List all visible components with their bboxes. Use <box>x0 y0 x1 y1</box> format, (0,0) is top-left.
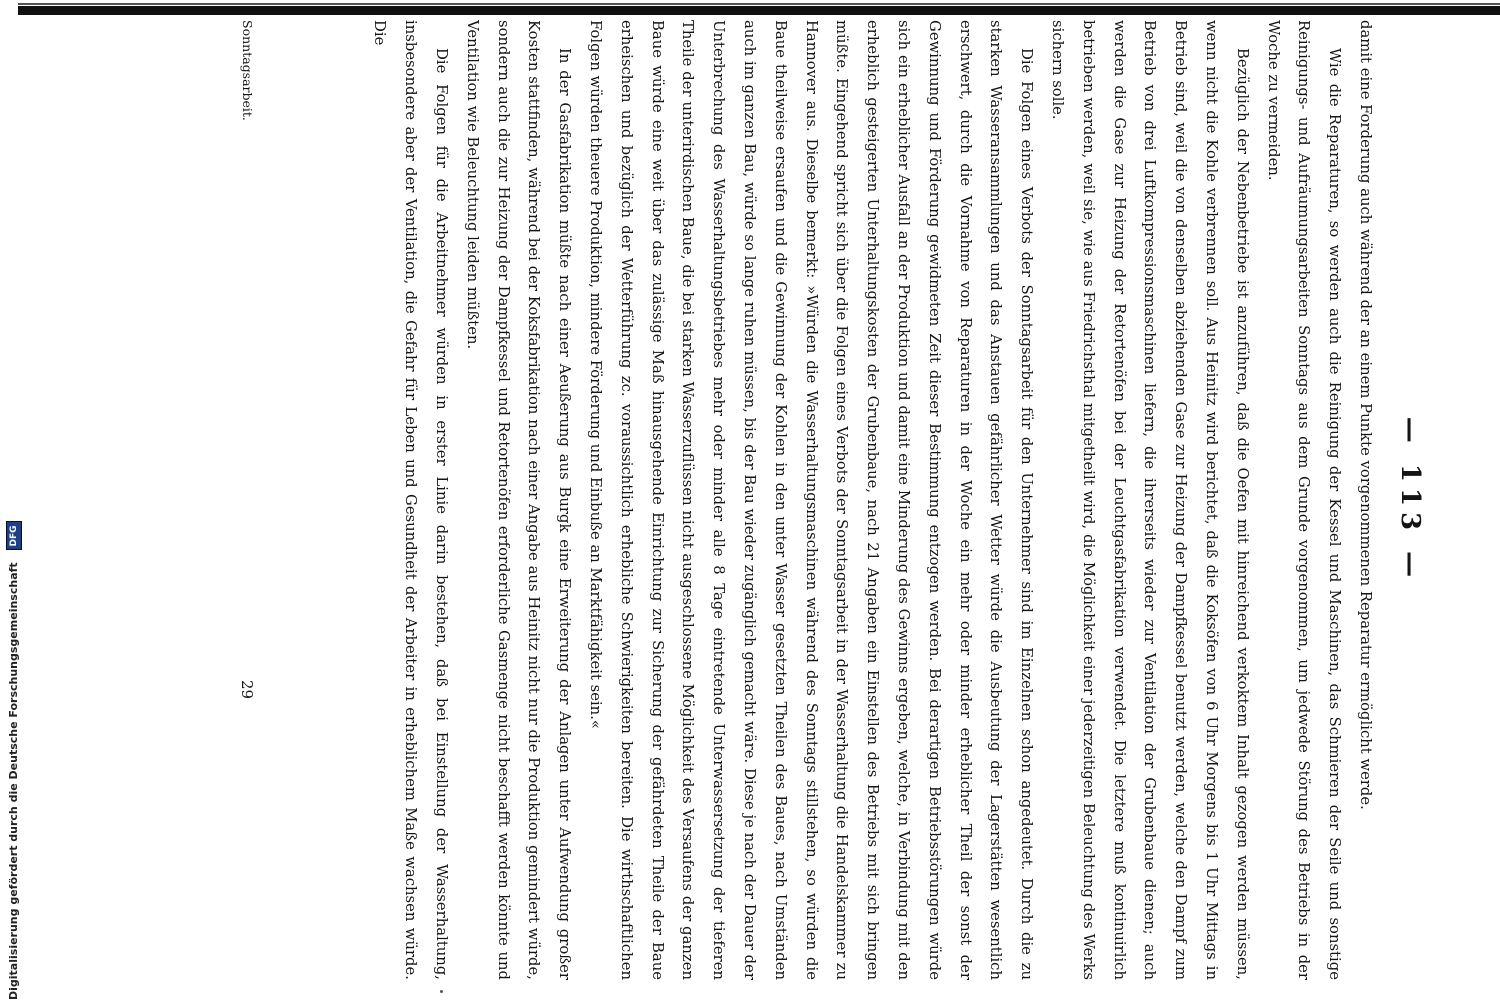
paragraph: In der Gasfabrikation müßte nach einer Aeußerung aus Burgk eine Erweiterung der Anlagen unter Aufwendung großer Kosten stattfinden, während bei der Koksfabrikation nach einer Angabe aus Heinitz nicht nur die Produktion gemindert würde, sondern auch die zur Heizung der Dampfkessel und Retortenöfen erforderliche Gasmenge nicht beschafft werden könnte und Ventilation wie Beleuchtung leiden müßten. <box>463 20 574 980</box>
digitization-credit <box>0 0 28 1000</box>
scan-speck <box>440 990 443 993</box>
rotated-page-content <box>130 20 1430 980</box>
page-footer <box>232 20 262 980</box>
paragraph: Bezüglich der Nebenbetriebe ist anzuführen, daß die Oefen mit hinreichend verkoktem Inhalt gezogen werden müssen, wenn nicht die Kohle verbrennen soll. Aus Heinitz wird berichtet, daß die Koksöfen von 6 Uhr Morgens bis 1 Uhr Mittags in Betrieb sind, weil die von denselben abziehenden Gase zur Heizung der Dampfkessel benutzt werden, welche den Dampf zum Betrieb von drei Luftkompressionsmaschinen liefern, die ihrerseits wieder zur Ventilation der Grubenbaue dienen; auch werden die Gase zur Heizung der Retortenöfen bei der Leuchtgasfabrikation verwendet. Die letztere muß kontinuirlich betrieben werden, weil sie, wie aus Friedrichsthal mitgetheilt wird, die Möglichkeit einer jederzeitigen Beleuchtung des Werks sichern solle. <box>1049 20 1251 980</box>
paragraph: Wie die Reparaturen, so werden auch die Reinigung der Kessel und Maschinen, das Schmieren der Seile und sonstige Reinigungs- und Aufräumungsarbeiten Sonntags aus dem Grunde vorgenommen, um jedwede Störung des Betriebs in der Woche zu vermeiden. <box>1264 20 1344 980</box>
page-edge-rule <box>18 3 1500 5</box>
paragraph: Die Folgen für die Arbeitnehmer würden in erster Linie darin bestehen, daß bei Einstellung der Wasserhaltung, insbesondere aber der Ventilation, die Gefahr für Leben und Gesundheit der Arbeiter in erheblichem Maße wachsen würde. Die <box>371 20 451 980</box>
page-edge-shadow <box>18 6 1500 15</box>
credit-text: Digitalisierung gefördert durch die Deutsche Forschungsgemeinschaft <box>7 562 20 1000</box>
paragraph: damit eine Forderung auch während der an einem Punkte vorgenommenen Reparatur ermöglicht werde. <box>1357 20 1374 810</box>
body-text <box>364 20 1380 980</box>
paragraph: Die Folgen eines Verbots der Sonntagsarbeit für den Unternehmer sind im Einzelnen schon angedeutet. Durch die zu starken Wasseransammlungen und das Anstauen gefährlicher Wetter würde die Ausbeutung der Lagerstätten wesentlich erschwert, durch die Vornahme von Reparaturen in der Woche ein mehr oder minder erheblicher Theil der sonst der Gewinnung und Förderung gewidmeten Zeit dieser Bestimmung entzogen werden. Bei derartigen Betriebsstörungen würde sich ein erheblicher Ausfall an der Produktion und damit eine Minderung des Gewinns ergeben, welche, in Verbindung mit den erheblich gesteigerten Unterhaltungskosten der Grubenbaue, nach 21 Angaben ein Einstellen des Betriebs mit sich bringen müßte. Eingehend spricht sich über die Folgen eines Verbots der Sonntagsarbeit in der Wasserhaltung die Handelskammer zu Hannover aus. Dieselbe bemerkt: »Würden die Wasserhaltungsmaschinen während des Sonntags stillstehen, so würden die Baue theilweise ersaufen und die Gewinnung der Kohlen in den unter Wasser gesetzten Theilen des Baues, nach Umständen auch im ganzen Bau, würde so lange ruhen müssen, bis der Bau wieder zugänglich gemacht wäre. Diese je nach der Dauer der Unterbrechung des Wasserhaltungsbetriebes mehr oder minder alle 8 Tage eintretende Unterwassersetzung der tieferen Theile der unterirdischen Baue, die bei starken Wasserzuflüssen nicht ausgeschlossene Möglichkeit des Versaufens der ganzen Baue würde eine weit über das zulässige Maß hinausgehende Einrichtung zur Sicherung der gefährdeten Theile der Baue erheischen und bezüglich der Wetterführung zc. voraussichtlich erhebliche Schwierigkeiten bereiten. Die wirthschaftlichen Folgen würden theuere Produktion, mindere Förderung und Einbuße an Marktfähigkeit sein.« <box>587 20 1036 980</box>
footer-running-title: Sonntagsarbeit. <box>240 20 255 121</box>
footer-signature-mark: 29 <box>238 680 256 700</box>
page-number: — 113 — <box>1395 416 1425 584</box>
dfg-logo-icon: DFG <box>6 521 22 550</box>
